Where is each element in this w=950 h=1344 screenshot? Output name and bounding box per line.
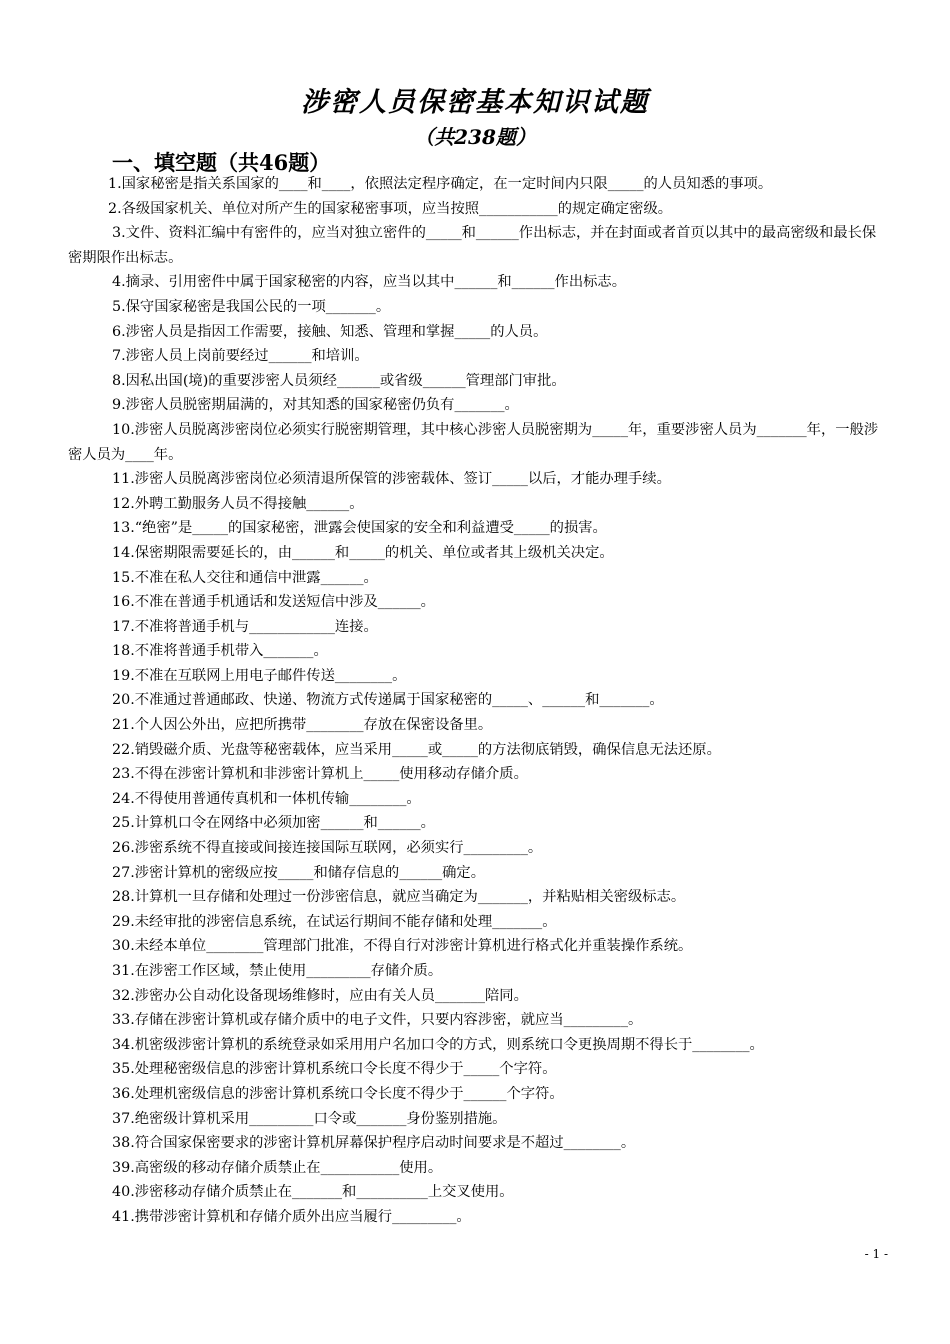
section-heading: 一、填空题（共46题）	[112, 150, 331, 175]
question-text: 8.因私出国(境)的重要涉密人员须经______或省级______管理部门审批。	[112, 372, 566, 389]
question-text: 11.涉密人员脱离涉密岗位必须清退所保管的涉密载体、签订_____以后，才能办理手续。	[112, 471, 671, 488]
question-list	[68, 172, 890, 1230]
question-text: 4.摘录、引用密件中属于国家秘密的内容，应当以其中______和______作出标志。	[112, 274, 627, 291]
question-text: 21.个人因公外出，应把所携带________存放在保密设备里。	[112, 717, 493, 734]
question-item	[68, 787, 890, 812]
question-text: 5.保守国家秘密是我国公民的一项_______。	[112, 298, 391, 315]
question-text: 22.销毁磁介质、光盘等秘密载体，应当采用_____或_____的方法彻底销毁，确保信息无法还原。	[112, 741, 721, 758]
question-item	[68, 1008, 890, 1033]
question-text: 20.不准通过普通邮政、快递、物流方式传递属于国家秘密的_____、______和_______。	[112, 692, 664, 709]
question-text: 26.涉密系统不得直接或间接连接国际互联网，必须实行_________。	[112, 840, 543, 857]
question-text: 15.不准在私人交往和通信中泄露______。	[112, 569, 378, 586]
page-number: - 1 -	[864, 1247, 888, 1261]
question-item	[68, 516, 890, 541]
question-item	[68, 221, 890, 270]
question-text: 18.不准将普通手机带入_______。	[112, 643, 328, 660]
question-text: 30.未经本单位________管理部门批准，不得自行对涉密计算机进行格式化并重装操作系统。	[112, 938, 693, 955]
question-item	[68, 738, 890, 763]
question-text: 32.涉密办公自动化设备现场维修时，应由有关人员_______陪同。	[112, 987, 528, 1004]
question-item	[68, 984, 890, 1009]
question-item	[68, 861, 890, 886]
question-item	[68, 197, 890, 222]
question-text: 41.携带涉密计算机和存储介质外出应当履行_________。	[112, 1208, 471, 1225]
question-text: 23.不得在涉密计算机和非涉密计算机上_____使用移动存储介质。	[112, 766, 528, 783]
question-item	[68, 467, 890, 492]
question-item	[68, 1156, 890, 1181]
question-item	[68, 811, 890, 836]
question-item	[68, 1107, 890, 1132]
question-text: 10.涉密人员脱离涉密岗位必须实行脱密期管理，其中核心涉密人员脱密期为_____年，重要涉密人员为_______年，一般涉密人员为____年。	[68, 421, 879, 463]
question-item	[68, 836, 890, 861]
question-text: 16.不准在普通手机通话和发送短信中涉及______。	[112, 594, 435, 611]
question-item	[68, 270, 890, 295]
question-text: 9.涉密人员脱密期届满的，对其知悉的国家秘密仍负有_______。	[112, 397, 519, 414]
question-item	[68, 344, 890, 369]
question-text: 6.涉密人员是指因工作需要，接触、知悉、管理和掌握_____的人员。	[112, 323, 548, 340]
question-item	[68, 590, 890, 615]
question-item	[68, 492, 890, 517]
question-text: 36.处理机密级信息的涉密计算机系统口令长度不得少于______个字符。	[112, 1085, 564, 1102]
question-item	[68, 418, 890, 467]
question-text: 17.不准将普通手机与____________连接。	[112, 618, 378, 635]
question-text: 34.机密级涉密计算机的系统登录如采用用户名加口令的方式，则系统口令更换周期不得长于________。	[112, 1036, 764, 1053]
question-text: 40.涉密移动存储介质禁止在_______和__________上交叉使用。	[112, 1184, 514, 1201]
question-item	[68, 369, 890, 394]
question-text: 33.存储在涉密计算机或存储介质中的电子文件，只要内容涉密，就应当_________。	[112, 1012, 643, 1029]
question-item	[68, 1205, 890, 1230]
question-item	[68, 393, 890, 418]
question-text: 29.未经审批的涉密信息系统，在试运行期间不能存储和处理_______。	[112, 913, 557, 930]
question-text: 38.符合国家保密要求的涉密计算机屏幕保护程序启动时间要求是不超过________。	[112, 1135, 636, 1152]
question-text: 31.在涉密工作区域，禁止使用_________存储介质。	[112, 963, 443, 979]
question-text: 37.绝密级计算机采用_________口令或_______身份鉴别措施。	[112, 1110, 507, 1127]
question-item	[68, 910, 890, 935]
question-item	[68, 959, 890, 984]
question-item	[68, 1131, 890, 1156]
question-item	[68, 713, 890, 738]
question-text: 19.不准在互联网上用电子邮件传送________。	[112, 667, 407, 684]
question-item	[68, 762, 890, 787]
document-subtitle: （共238题）	[414, 125, 536, 149]
question-item	[68, 320, 890, 345]
question-item	[68, 1082, 890, 1107]
question-item	[68, 615, 890, 640]
question-text: 7.涉密人员上岗前要经过______和培训。	[112, 348, 369, 365]
question-item	[68, 885, 890, 910]
question-item	[68, 172, 890, 197]
question-text: 1.国家秘密是指关系国家的____和____，依照法定程序确定，在一定时间内只限_____的人员知悉的事项。	[108, 176, 773, 192]
question-text: 25.计算机口令在网络中必须加密______和______。	[112, 815, 435, 832]
question-text: 12.外聘工勤服务人员不得接触______。	[112, 495, 364, 512]
question-text: 24.不得使用普通传真机和一体机传输________。	[112, 790, 421, 807]
question-item	[68, 934, 890, 959]
question-item	[68, 1180, 890, 1205]
question-item	[68, 639, 890, 664]
question-text: 13.“绝密”是_____的国家秘密，泄露会使国家的安全和利益遭受_____的损害。	[112, 520, 607, 537]
question-item	[68, 688, 890, 713]
question-item	[68, 664, 890, 689]
question-text: 2.各级国家机关、单位对所产生的国家秘密事项，应当按照___________的规定确定密级。	[108, 200, 673, 217]
question-text: 3.文件、资料汇编中有密件的，应当对独立密件的_____和______作出标志，并在封面或者首页以其中的最高密级和最长保密期限作出标志。	[68, 225, 877, 266]
question-text: 14.保密期限需要延长的，由______和_____的机关、单位或者其上级机关决定。	[112, 544, 614, 561]
question-text: 35.处理秘密级信息的涉密计算机系统口令长度不得少于_____个字符。	[112, 1061, 557, 1078]
question-item	[68, 295, 890, 320]
question-item	[68, 566, 890, 591]
question-item	[68, 1057, 890, 1082]
question-text: 28.计算机一旦存储和处理过一份涉密信息，就应当确定为_______，并粘贴相关密级标志。	[112, 889, 686, 906]
question-item	[68, 1033, 890, 1058]
document-title: 涉密人员保密基本知识试题	[301, 87, 649, 118]
question-text: 27.涉密计算机的密级应按_____和储存信息的______确定。	[112, 864, 486, 881]
question-item	[68, 541, 890, 566]
question-text: 39.高密级的移动存储介质禁止在___________使用。	[112, 1159, 443, 1176]
